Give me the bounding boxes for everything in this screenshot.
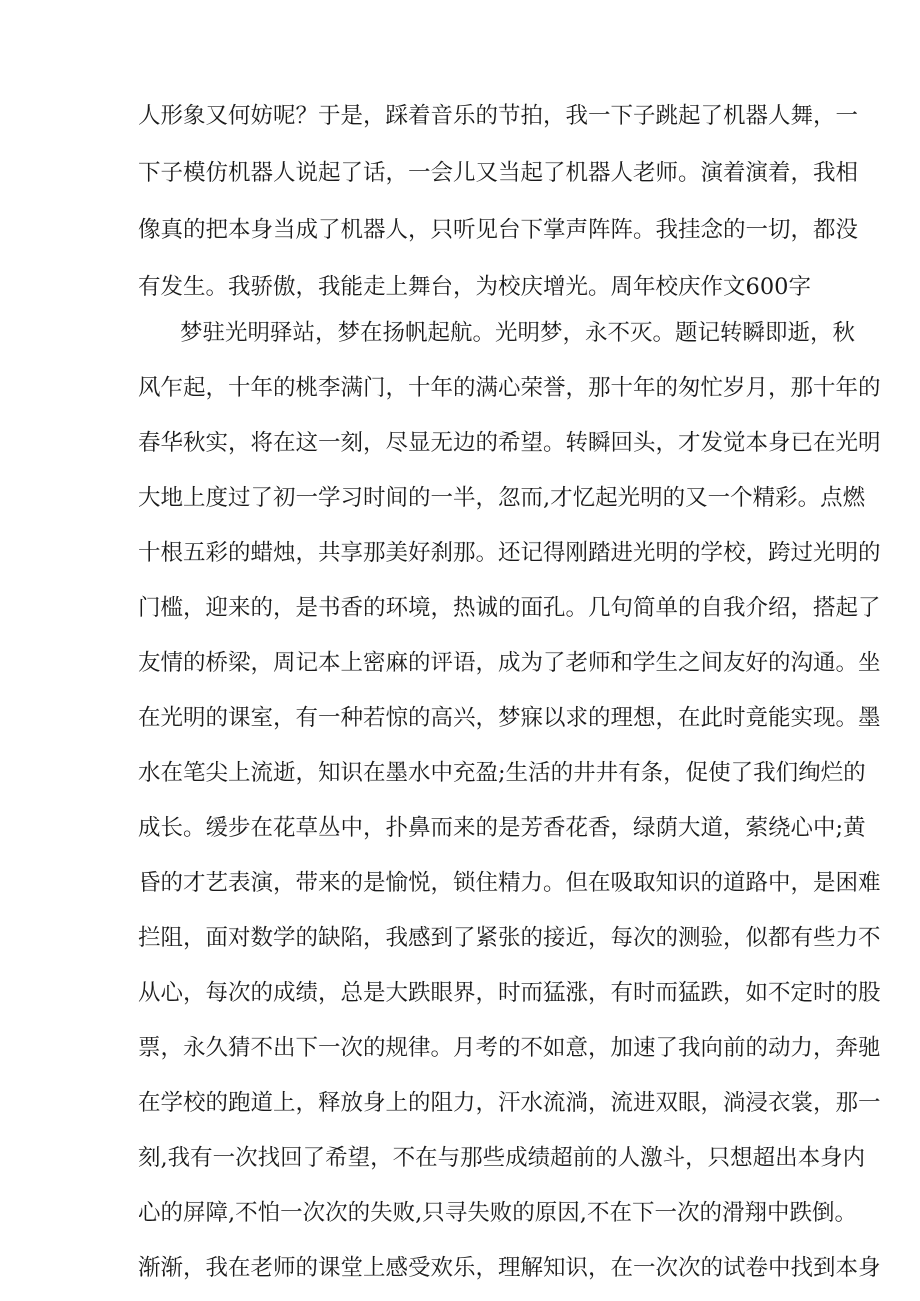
- text-line: 渐渐，我在老师的课堂上感受欢乐，理解知识，在一次次的试卷中找到本身: [138, 1255, 881, 1281]
- text-line: 心的屏障,不怕一次次的失败,只寻失败的原因,不在下一次的滑翔中跌倒。: [138, 1200, 857, 1226]
- text-line-last: 有发生。我骄傲，我能走上舞台，为校庆增光。周年校庆作文600字: [138, 274, 811, 300]
- text-line: 友情的桥梁，周记本上密麻的评语，成为了老师和学生之间友好的沟通。坐: [138, 650, 881, 676]
- text-line: 门槛，迎来的，是书香的环境，热诚的面孔。几句简单的自我介绍，搭起了: [138, 595, 881, 621]
- text-line: 大地上度过了初一学习时间的一半，忽而,才忆起光明的又一个精彩。点燃: [138, 485, 866, 511]
- text-line: 人形象又何妨呢？于是，踩着音乐的节拍，我一下子跳起了机器人舞，一: [138, 103, 859, 129]
- text-line: 刻,我有一次找回了希望，不在与那些成绩超前的人激斗，只想超出本身内: [138, 1145, 866, 1171]
- text-line: 像真的把本身当成了机器人，只听见台下掌声阵阵。我挂念的一切，都没: [138, 217, 859, 243]
- text-line: 春华秋实，将在这一刻，尽显无边的希望。转瞬回头，才发觉本身已在光明: [138, 430, 881, 456]
- text-line: 在光明的课室，有一种若惊的高兴，梦寐以求的理想，在此时竟能实现。墨: [138, 705, 881, 731]
- text-line: 水在笔尖上流逝，知识在墨水中充盈;生活的井井有条，促使了我们绚烂的: [138, 760, 866, 786]
- text-line: 成长。缓步在花草丛中，扑鼻而来的是芳香花香，绿荫大道，萦绕心中;黄: [138, 815, 866, 841]
- text-line: 昏的才艺表演，带来的是愉悦，锁住精力。但在吸取知识的道路中，是困难: [138, 870, 881, 896]
- text-line: 在学校的跑道上，释放身上的阻力，汗水流淌，流进双眼，淌浸衣裳，那一: [138, 1090, 881, 1116]
- text-line: 从心，每次的成绩，总是大跌眼界，时而猛涨，有时而猛跌，如不定时的股: [138, 980, 881, 1006]
- text-line-first: 梦驻光明驿站，梦在扬帆起航。光明梦，永不灭。题记转瞬即逝，秋: [180, 320, 856, 346]
- text-line: 十根五彩的蜡烛，共享那美好刹那。还记得刚踏进光明的学校，跨过光明的: [138, 540, 881, 566]
- text-line: 拦阻，面对数学的缺陷，我感到了紧张的接近，每次的测验，似都有些力不: [138, 925, 881, 951]
- text-line: 下子模仿机器人说起了话，一会儿又当起了机器人老师。演着演着，我相: [138, 160, 859, 186]
- text-line: 风乍起，十年的桃李满门，十年的满心荣誉，那十年的匆忙岁月，那十年的: [138, 375, 881, 401]
- text-line: 票，永久猜不出下一次的规律。月考的不如意，加速了我向前的动力，奔驰: [138, 1035, 881, 1061]
